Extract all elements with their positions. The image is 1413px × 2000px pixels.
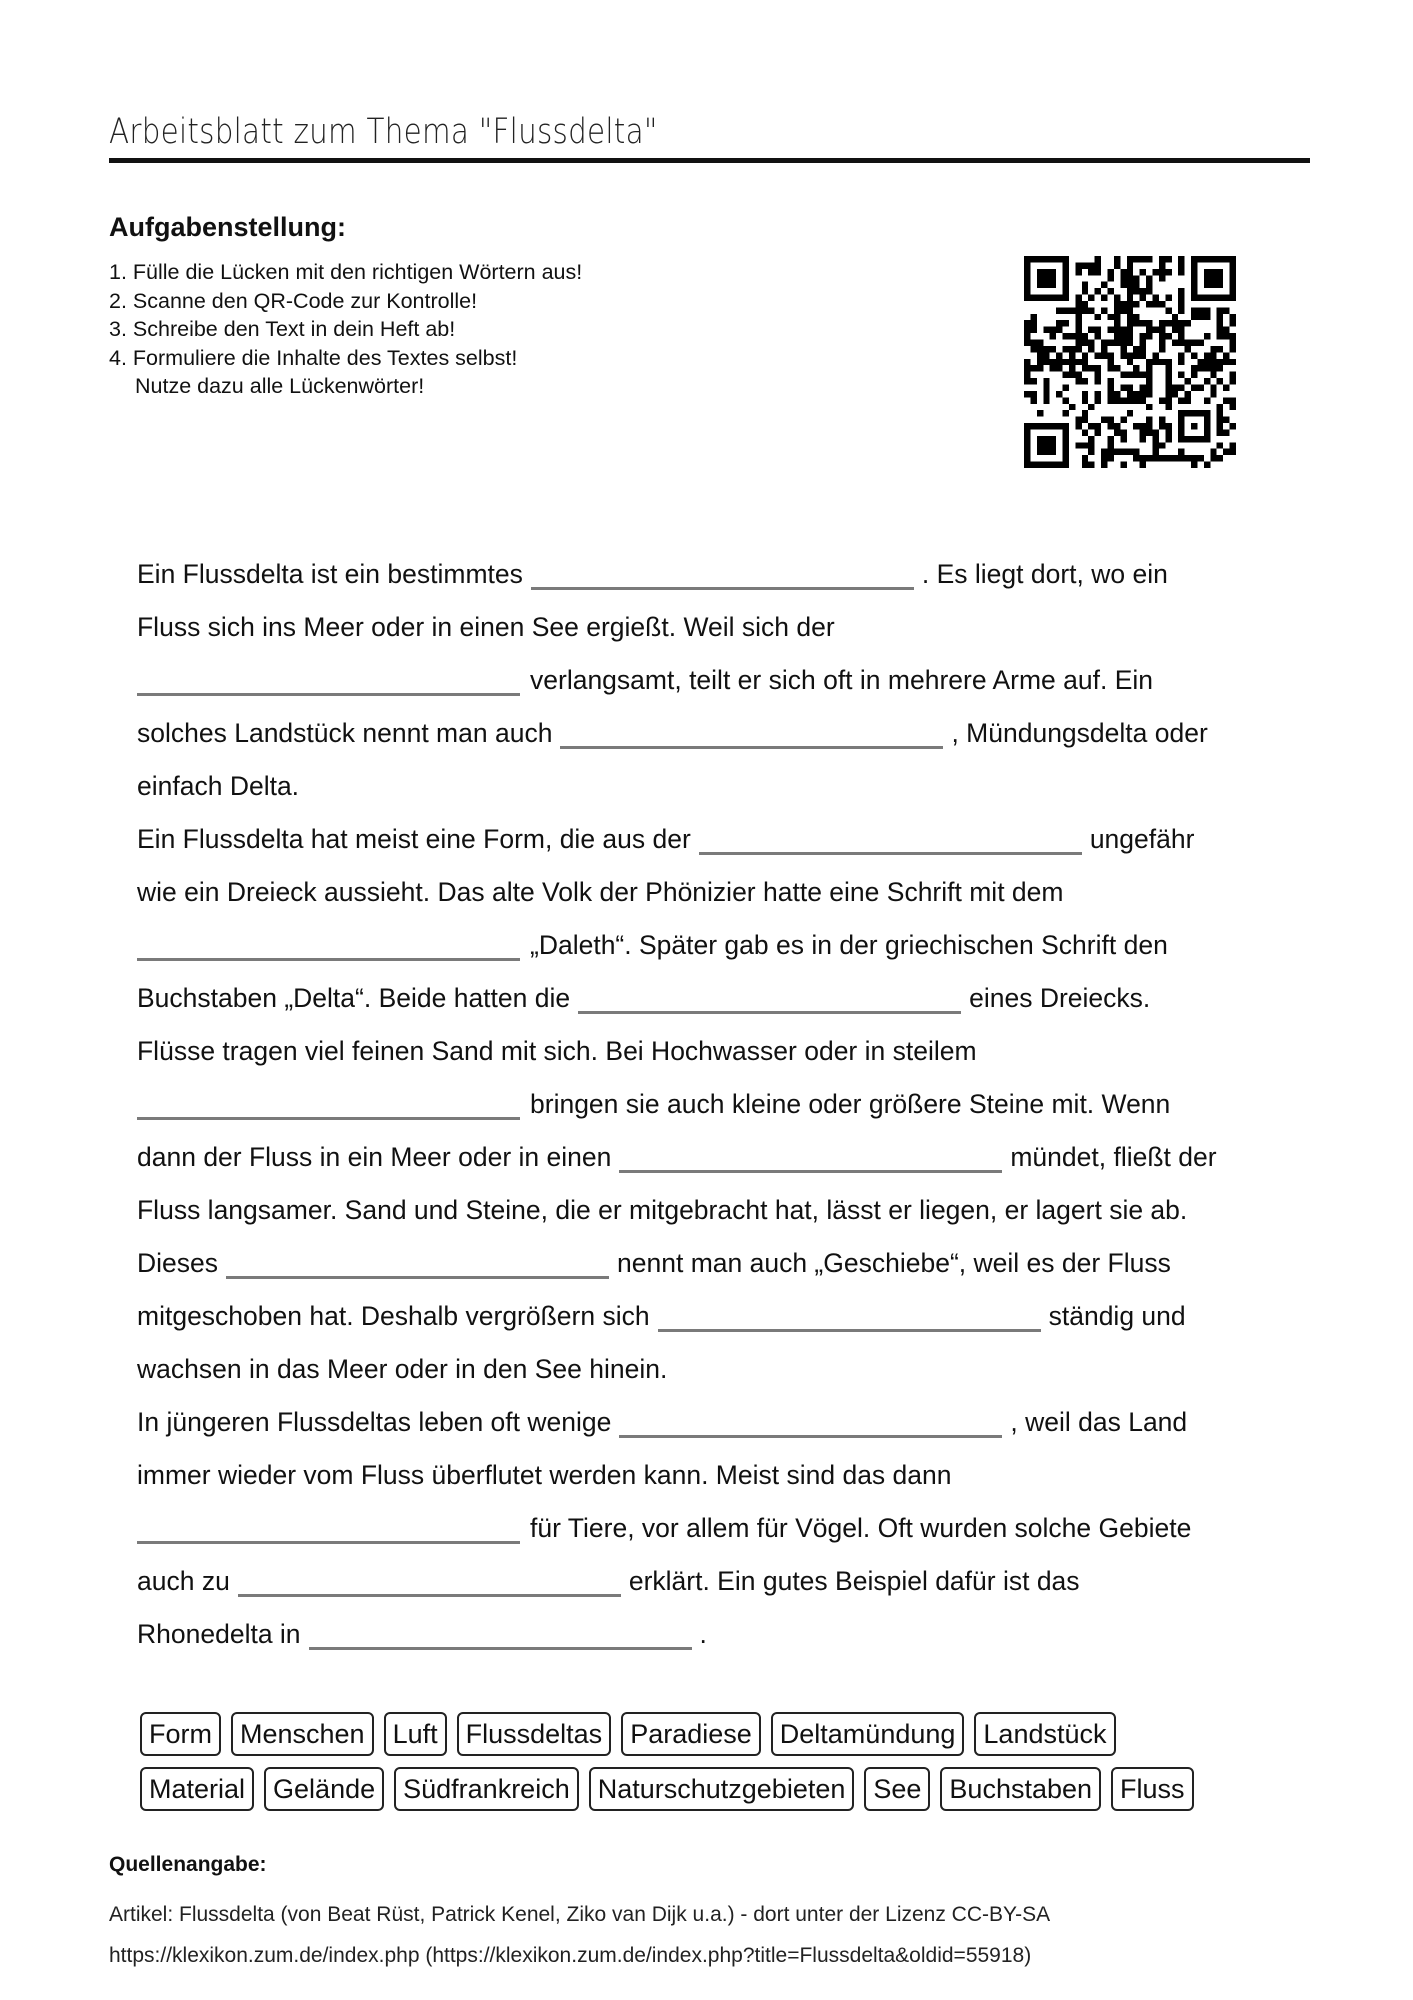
blank-field[interactable]	[238, 1558, 621, 1597]
word-bank	[140, 1712, 1320, 1822]
word-chip[interactable]: Deltamündung	[771, 1712, 965, 1756]
cloze-text-segment: einfach Delta.	[137, 771, 300, 801]
blank-field[interactable]	[560, 710, 943, 749]
cloze-text-segment: . Es liegt dort, wo ein	[921, 559, 1168, 589]
cloze-text-segment: Ein Flussdelta ist ein bestimmtes	[137, 559, 523, 589]
cloze-text-segment: für Tiere, vor allem für Vögel. Oft wurden solche Gebiete	[530, 1513, 1192, 1543]
word-chip[interactable]: Flussdeltas	[457, 1712, 612, 1756]
blank-field[interactable]	[658, 1293, 1041, 1332]
cloze-text-segment: Fluss sich ins Meer oder in einen See ergießt. Weil sich der	[137, 612, 835, 642]
blank-field[interactable]	[531, 551, 914, 590]
word-chip[interactable]: Menschen	[231, 1712, 374, 1756]
blank-field[interactable]	[137, 922, 520, 961]
source-link[interactable]: https://klexikon.zum.de/index.php (https://klexikon.zum.de/index.php?title=Flussdelta&oldid=55918)	[109, 1944, 1032, 1967]
cloze-text-segment: dann der Fluss in ein Meer oder in einen	[137, 1142, 612, 1172]
cloze-text-segment: Buchstaben „Delta“. Beide hatten die	[137, 983, 571, 1013]
cloze-text-segment: mitgeschoben hat. Deshalb vergrößern sich	[137, 1301, 650, 1331]
cloze-text-segment: wachsen in das Meer oder in den See hinein.	[137, 1354, 668, 1384]
cloze-text-segment: Dieses	[137, 1248, 219, 1278]
word-chip[interactable]: Landstück	[974, 1712, 1115, 1756]
cloze-text-segment: .	[699, 1619, 707, 1649]
blank-field[interactable]	[309, 1611, 692, 1650]
cloze-text-segment: Flüsse tragen viel feinen Sand mit sich. Bei Hochwasser oder in steilem	[137, 1036, 977, 1066]
blank-field[interactable]	[699, 816, 1082, 855]
task-item-continuation: Nutze dazu alle Lückenwörter!	[135, 374, 425, 398]
cloze-text-segment: solches Landstück nennt man auch	[137, 718, 553, 748]
word-chip[interactable]: Form	[140, 1712, 221, 1756]
source-heading: Quellenangabe:	[109, 1853, 267, 1876]
qr-code[interactable]	[1024, 256, 1236, 468]
task-heading: Aufgabenstellung:	[109, 212, 346, 242]
task-item: 4. Formuliere die Inhalte des Textes selbst!	[109, 345, 518, 370]
cloze-text-segment: , Mündungsdelta oder	[951, 718, 1208, 748]
cloze-text-segment: Rhonedelta in	[137, 1619, 301, 1649]
cloze-text-segment: Ein Flussdelta hat meist eine Form, die aus der	[137, 824, 691, 854]
word-chip[interactable]: Paradiese	[621, 1712, 761, 1756]
cloze-text-segment: mündet, fließt der	[1010, 1142, 1217, 1172]
blank-field[interactable]	[578, 975, 961, 1014]
word-chip[interactable]: Material	[140, 1767, 254, 1811]
task-list	[109, 258, 582, 401]
cloze-text-segment: ungefähr	[1089, 824, 1195, 854]
blank-field[interactable]	[137, 1505, 520, 1544]
blank-field[interactable]	[137, 657, 520, 696]
blank-field[interactable]	[137, 1081, 520, 1120]
word-chip[interactable]: Buchstaben	[940, 1767, 1101, 1811]
cloze-text-segment: auch zu	[137, 1566, 230, 1596]
cloze-text-segment: erklärt. Ein gutes Beispiel dafür ist das	[628, 1566, 1080, 1596]
worksheet-title: Arbeitsblatt zum Thema "Flussdelta"	[109, 112, 658, 152]
task-item: 1. Fülle die Lücken mit den richtigen Wörtern aus!	[109, 260, 583, 284]
word-chip[interactable]: Fluss	[1111, 1767, 1194, 1811]
cloze-text	[137, 548, 1317, 1661]
blank-field[interactable]	[226, 1240, 609, 1279]
cloze-text-segment: In jüngeren Flussdeltas leben oft wenige	[137, 1407, 612, 1437]
source-citation	[109, 1894, 1050, 1976]
cloze-text-segment: Fluss langsamer. Sand und Steine, die er mitgebracht hat, lässt er liegen, er lagert sie ab.	[137, 1195, 1188, 1225]
word-chip[interactable]: See	[864, 1767, 930, 1811]
title-divider	[109, 158, 1310, 163]
source-article: Artikel: Flussdelta (von Beat Rüst, Patrick Kenel, Ziko van Dijk u.a.) - dort unter der Lizenz CC-BY-SA	[109, 1903, 1051, 1926]
word-bank-row	[140, 1767, 1320, 1811]
cloze-text-segment: ständig und	[1048, 1301, 1186, 1331]
task-item: 3. Schreibe den Text in dein Heft ab!	[109, 317, 456, 341]
word-chip[interactable]: Naturschutzgebieten	[589, 1767, 855, 1811]
blank-field[interactable]	[619, 1134, 1002, 1173]
cloze-text-segment: „Daleth“. Später gab es in der griechischen Schrift den	[530, 930, 1168, 960]
cloze-text-segment: verlangsamt, teilt er sich oft in mehrere Arme auf. Ein	[530, 665, 1154, 695]
cloze-text-segment: bringen sie auch kleine oder größere Steine mit. Wenn	[530, 1089, 1171, 1119]
cloze-text-segment: nennt man auch „Geschiebe“, weil es der Fluss	[617, 1248, 1171, 1278]
word-chip[interactable]: Gelände	[264, 1767, 384, 1811]
task-item: 2. Scanne den QR-Code zur Kontrolle!	[109, 288, 478, 313]
word-bank-row	[140, 1712, 1320, 1756]
cloze-text-segment: wie ein Dreieck aussieht. Das alte Volk der Phönizier hatte eine Schrift mit dem	[137, 877, 1064, 907]
cloze-text-segment: immer wieder vom Fluss überflutet werden kann. Meist sind das dann	[137, 1460, 952, 1490]
cloze-text-segment: eines Dreiecks.	[969, 983, 1151, 1013]
word-chip[interactable]: Luft	[384, 1712, 447, 1756]
cloze-text-segment: , weil das Land	[1010, 1407, 1188, 1437]
blank-field[interactable]	[619, 1399, 1002, 1438]
word-chip[interactable]: Südfrankreich	[394, 1767, 579, 1811]
